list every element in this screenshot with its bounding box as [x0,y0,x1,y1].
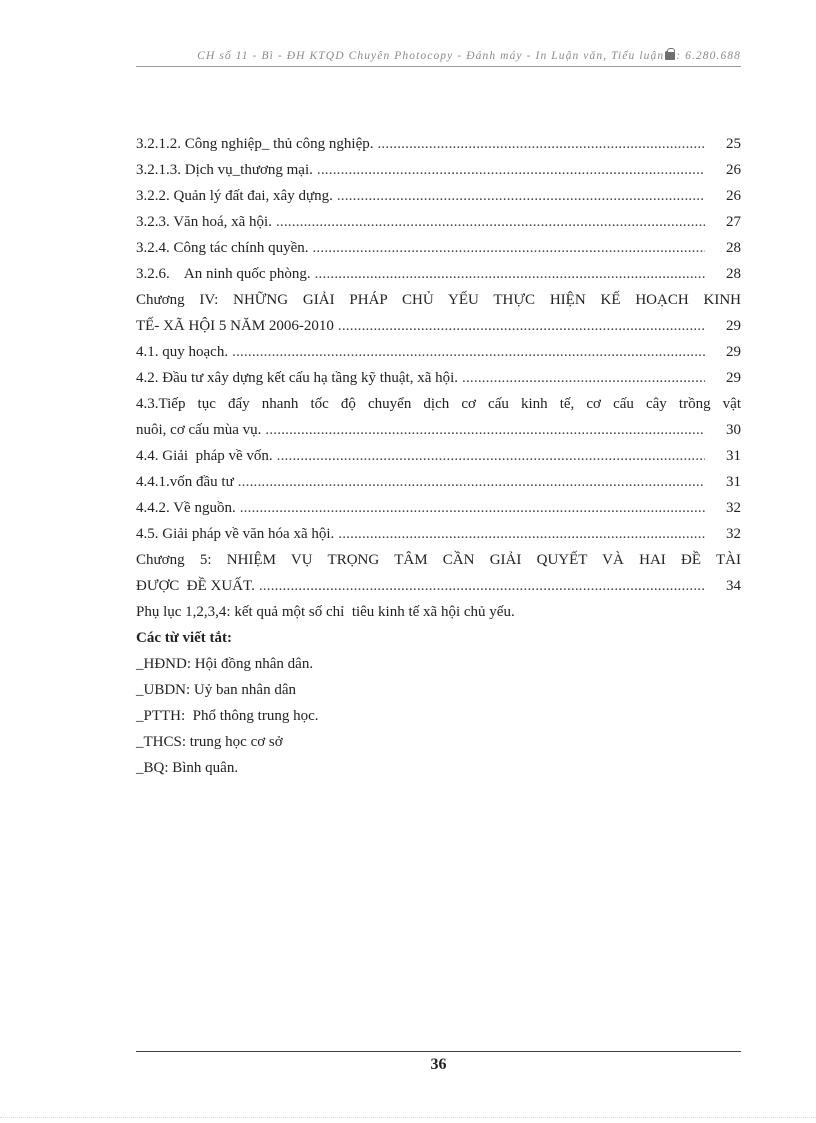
toc-entry [136,183,741,209]
abbreviation-item: _HĐND: Hội đồng nhân dân. [136,656,314,672]
toc-entry [136,469,741,495]
page-number: 36 [430,1056,447,1073]
toc-page: 25 [726,136,741,152]
toc-entry [136,417,741,443]
footer-rule [136,1051,741,1052]
toc-label: 4.4.1.vốn đầu tư [136,474,234,490]
toc-leader [338,521,705,547]
toc-leader [317,157,705,183]
phone-icon [665,51,675,60]
toc-label: 4.1. quy hoạch. [136,344,229,360]
page-bottom-border [0,1117,816,1118]
toc-label: 4.2. Đầu tư xây dựng kết cấu hạ tầng kỹ thuật, xã hội. [136,370,459,386]
toc-entry [136,209,741,235]
header-rule [136,66,741,67]
toc-label: 3.2.1.3. Dịch vụ_thương mại. [136,162,313,178]
toc-page: 26 [726,162,741,178]
toc-label: 3.2.4. Công tác chính quyền. [136,240,309,256]
toc-page: 31 [726,448,741,464]
toc-entry [136,339,741,365]
toc-label: 4.4.2. Về nguồn. [136,500,236,516]
toc-page: 30 [726,422,741,438]
toc-label: nuôi, cơ cấu mùa vụ. [136,422,262,438]
toc-leader [462,365,705,391]
toc-entry [136,313,741,339]
toc-entry [136,235,741,261]
toc-leader [232,339,705,365]
toc-entry [136,365,741,391]
toc-page: 34 [726,578,741,594]
toc-leader [377,131,705,157]
toc-leader [277,443,705,469]
toc-page: 27 [726,214,741,230]
abbreviation-item: _BQ: Bình quân. [136,760,239,776]
toc-entry [136,521,741,547]
toc-entry [136,443,741,469]
toc-multiline-label: 4.3.Tiếp tục đẩy nhanh tốc độ chuyển dịch cơ cấu kinh tế, cơ cấu cây trồng vật [136,396,741,412]
toc-page: 26 [726,188,741,204]
toc-leader [338,313,705,339]
toc-page: 29 [726,370,741,386]
abbreviations-title: Các từ viết tắt: [136,630,233,646]
toc-page: 29 [726,318,741,334]
toc-label: 4.5. Giải pháp về văn hóa xã hội. [136,526,335,542]
document-body [136,131,741,781]
toc-entry [136,131,741,157]
toc-leader [265,417,705,443]
toc-label: 3.2.2. Quản lý đất đai, xây dựng. [136,188,333,204]
abbreviation-item: _UBDN: Uỷ ban nhân dân [136,682,296,698]
toc-entry [136,261,741,287]
running-header [136,50,741,62]
toc-leader [240,495,705,521]
toc-leader [337,183,705,209]
toc-label: 3.2.6. An ninh quốc phòng. [136,266,311,282]
toc-leader [259,573,705,599]
toc-page: 28 [726,266,741,282]
toc-leader [276,209,705,235]
toc-label: ĐƯỢC ĐỀ XUẤT. [136,578,255,594]
toc-page: 32 [726,526,741,542]
abbreviation-item: _THCS: trung học cơ sở [136,734,283,750]
toc-leader [312,235,705,261]
header-text: CH số 11 - Bì - ĐH KTQD Chuyên Photocopy - Đánh máy - In Luận văn, Tiểu luận [197,50,665,62]
toc-leader [238,469,705,495]
toc-label: 4.4. Giải pháp về vốn. [136,448,273,464]
toc-label: TẾ- XÃ HỘI 5 NĂM 2006-2010 [136,318,334,334]
toc-entry [136,157,741,183]
toc-chapter-heading: Chương IV: NHỮNG GIẢI PHÁP CHỦ YẾU THỰC HIỆN KẾ HOẠCH KINH [136,292,741,308]
toc-label: 3.2.1.2. Công nghiệp_ thủ công nghiệp. [136,136,374,152]
toc-page: 31 [726,474,741,490]
toc-entry [136,495,741,521]
toc-page: 28 [726,240,741,256]
toc-label: 3.2.3. Văn hoá, xã hội. [136,214,272,230]
toc-entry [136,573,741,599]
toc-page: 29 [726,344,741,360]
abbreviation-item: _PTTH: Phổ thông trung học. [136,708,319,724]
toc-leader [315,261,705,287]
appendix-line: Phụ lục 1,2,3,4: kết quả một số chỉ tiêu kinh tế xã hội chủ yếu. [136,604,515,620]
header-phone: : 6.280.688 [676,50,741,62]
toc-page: 32 [726,500,741,516]
toc-chapter-heading: Chương 5: NHIỆM VỤ TRỌNG TÂM CẦN GIẢI QUYẾT VÀ HAI ĐỀ TÀI [136,552,741,568]
table-of-contents [136,131,741,599]
